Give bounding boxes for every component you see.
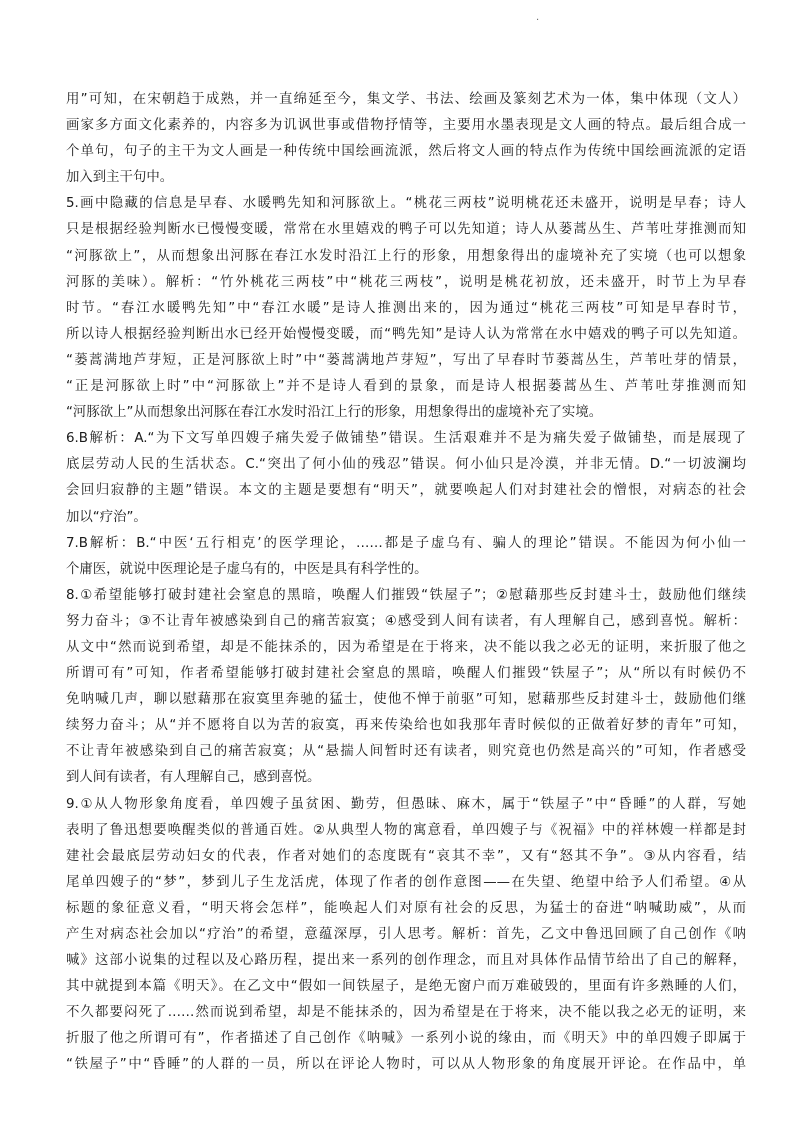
text-line: 加入到主干句中。: [66, 170, 174, 186]
text-line: 免呐喊几声，聊以慰藉那在寂寞里奔驰的猛士，使他不惮于前驱”可知，慰藉那些反封建斗士，鼓励他们继: [66, 692, 746, 708]
text-line: 画家多方面文化素养的，内容多为讥讽世事或借物抒情等，主要用水墨表现是文人画的特点。最后组合成一: [66, 118, 746, 134]
text-line: “蒌蒿满地芦芽短，正是河豚欲上时”中“蒌蒿满地芦芽短”，写出了早春时节蒌蒿丛生，芦苇吐芽的情景，: [66, 352, 746, 368]
text-line: 所谓可有”可知，作者希望能够打破封建社会窒息的黑暗，唤醒人们摧毁“铁屋子”；从“所以有时候仍不: [66, 666, 746, 682]
text-line: 所以诗人根据经验判断出水已经开始慢慢变暖，而“鸭先知”是诗人认为常常在水中嬉戏的鸭子可以先知道。: [66, 326, 746, 342]
text-line: 个庸医，就说中医理论是子虚乌有的，中医是具有科学性的。: [66, 561, 428, 577]
text-line: 从文中“然而说到希望，却是不能抹杀的，因为希望是在于将来，决不能以我之必无的证明，来折服了他之: [66, 639, 746, 655]
text-line: 喊》这部小说集的过程以及心路历程，提出来一系列的创作理念，而且对具体作品情节给出了自己的解释，: [66, 953, 746, 969]
text-line: “铁屋子”中“昏睡”的人群的一员，所以在评论人物时，可以从人物形象的角度展开评论。在作品中，单: [66, 1057, 746, 1073]
answer-text-body: [66, 87, 746, 1079]
text-line: 7.B解析：B.“中医‘五行相克’的医学理论，……都是子虚乌有、骗人的理论”错误。不能因为何小仙一: [66, 535, 746, 551]
text-line: 用”可知，在宋朝趋于成熟，并一直绵延至今，集文学、书法、绘画及篆刻艺术为一体，集中体现（文人）: [66, 92, 746, 107]
text-line: 不让青年被感染到自己的痛苦寂寞；从“悬揣人间暂时还有读者，则究竟也仍然是高兴的”可知，作者感受: [66, 744, 746, 760]
text-line: 加以“疗治”。: [66, 509, 147, 525]
text-line: “河豚欲上”从而想象出河豚在春江水发时沿江上行的形象，用想象得出的虚境补充了实境。: [66, 405, 603, 421]
text-line: 不久都要闷死了……然而说到希望，却是不能抹杀的，因为希望是在于将来，决不能以我之必无的证明，来: [66, 1005, 746, 1021]
text-line: 5.画中隐藏的信息是早春、水暖鸭先知和河豚欲上。“桃花三两枝”说明桃花还未盛开，说明是早春；诗人: [66, 196, 746, 212]
text-line: 努力奋斗；③不让青年被感染到自己的痛苦寂寞；④感受到人间有读者，有人理解自己，感到喜悦。解析：: [66, 613, 746, 629]
text-line: 其中就提到本篇《明天》。在乙文中“假如一间铁屋子，是绝无窗户而万难破毁的，里面有许多熟睡的人们，: [66, 979, 746, 995]
text-line: 9.①从人物形象角度看，单四嫂子虽贫困、勤劳，但愚昧、麻木，属于“铁屋子”中“昏睡”的人群，写她: [66, 796, 746, 812]
text-line: 产生对病态社会加以“疗治”的希望，意蕴深厚，引人思考。解析：首先，乙文中鲁迅回顾了自己创作《呐: [66, 927, 746, 942]
text-line: 尾单四嫂子的“梦”，梦到儿子生龙活虎，体现了作者的创作意图——在失望、绝望中给予人们希望。④从: [66, 874, 746, 890]
text-line: 时节。“春江水暖鸭先知”中“春江水暖”是诗人推测出来的，因为通过“桃花三两枝”可知是早春时节，: [66, 300, 746, 316]
text-line: 折服了他之所谓可有”，作者描述了自己创作《呐喊》一系列小说的缘由，而《明天》中的单四嫂子即属于: [66, 1031, 746, 1047]
text-line: 底层劳动人民的生活状态。C.“突出了何小仙的残忍”错误。何小仙只是冷漠，并非无情。D.“一切波澜均: [66, 457, 746, 473]
text-line: 建社会最底层劳动妇女的代表，作者对她们的态度既有“哀其不幸”，又有“怒其不争”。③从内容看，结: [66, 848, 746, 864]
text-line: “河豚欲上”，从而想象出河豚在春江水发时沿江上行的形象，用想象得出的虚境补充了实境（也可以想象: [66, 248, 746, 264]
text-line: 标题的象征意义看，“明天将会怎样”，能唤起人们对原有社会的反思，为猛士的奋进“呐喊助威”，从而: [66, 900, 746, 916]
text-line: “正是河豚欲上时”中“河豚欲上”并不是诗人看到的景象，而是诗人根据蒌蒿丛生、芦苇吐芽推测而知: [66, 379, 746, 395]
text-line: 6.B解析：A.“为下文写单四嫂子痛失爱子做铺垫”错误。生活艰难并不是为痛失爱子做铺垫，而是展现了: [66, 431, 746, 447]
text-line: 河豚的美味）。解析：“竹外桃花三两枝”中“桃花三两枝”，说明是桃花初放，还未盛开，时节上为早春: [66, 274, 746, 290]
corner-mark: .: [536, 12, 540, 23]
text-line: 只是根据经验判断水已慢慢变暖，常常在水里嬉戏的鸭子可以先知道；诗人从蒌蒿丛生、芦苇吐芽推测而知: [66, 222, 746, 238]
text-line: 个单句，句子的主干为文人画是一种传统中国绘画流派，然后将文人画的特点作为传统中国绘画流派的定语: [66, 144, 746, 160]
text-line: 会回归寂静的主题”错误。本文的主题是要想有“明天”，就要唤起人们对封建社会的憎恨，对病态的社会: [66, 483, 746, 499]
text-line: 续努力奋斗；从“并不愿将自以为苦的寂寞，再来传染给也如我那年青时候似的正做着好梦的青年”可知，: [66, 718, 746, 734]
text-line: 到人间有读者，有人理解自己，感到喜悦。: [66, 770, 321, 786]
text-line: 表明了鲁迅想要唤醒类似的普通百姓。②从典型人物的寓意看，单四嫂子与《祝福》中的祥林嫂一样都是封: [66, 822, 746, 838]
text-line: 8.①希望能够打破封建社会窒息的黑暗，唤醒人们摧毁“铁屋子”；②慰藉那些反封建斗士，鼓励他们继续: [66, 587, 746, 603]
